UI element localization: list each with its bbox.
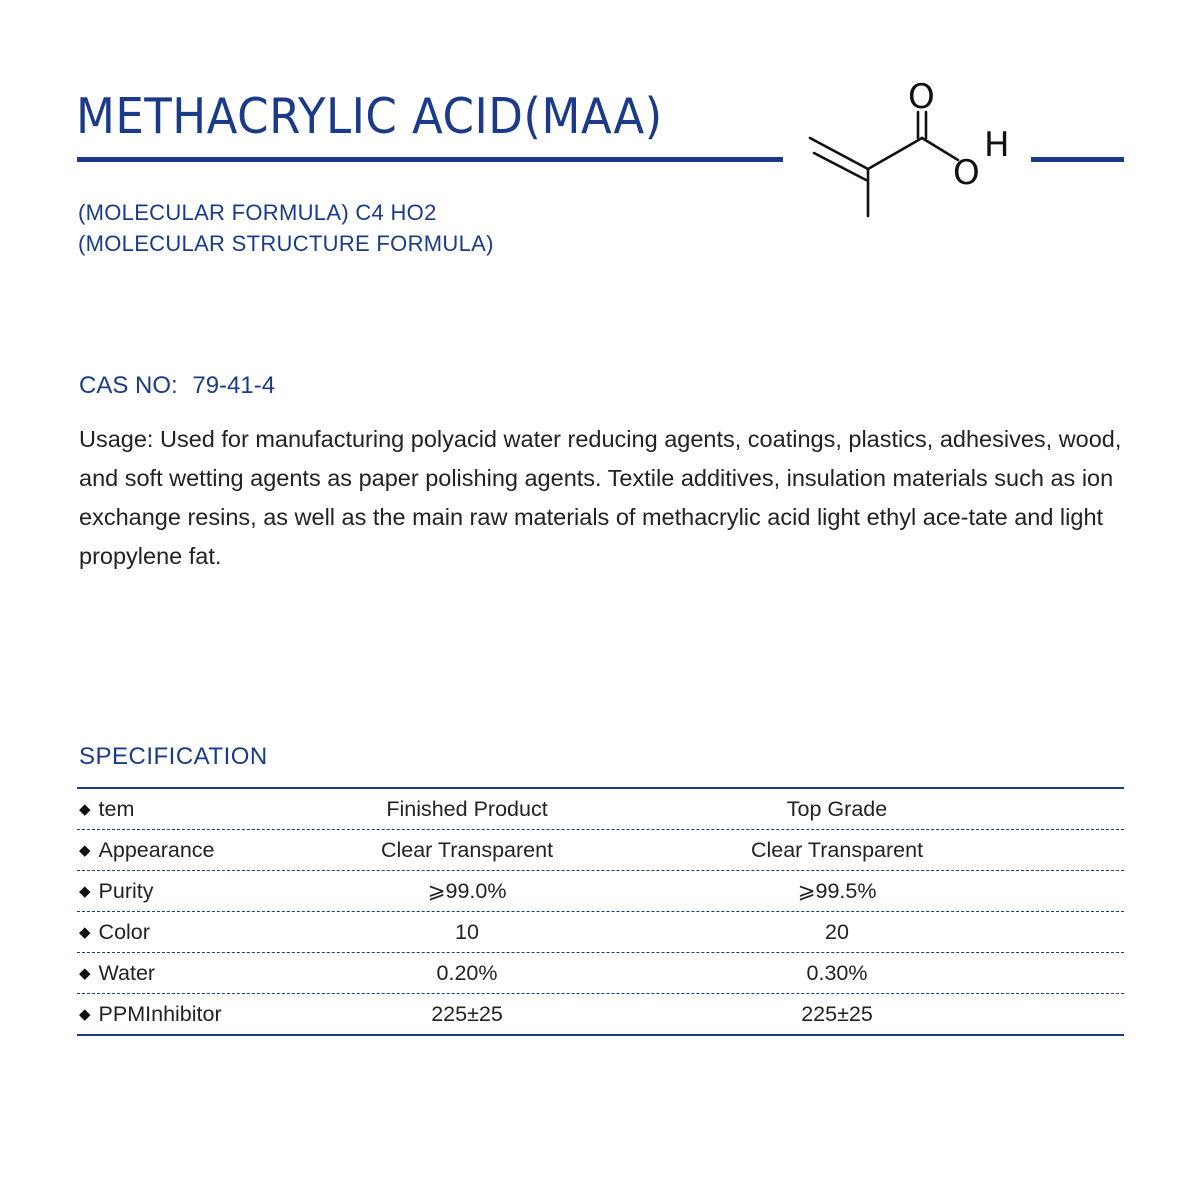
molecular-structure-diagram (800, 76, 1030, 226)
molecular-formula: (MOLECULAR FORMULA) C4 HO2 (78, 200, 437, 225)
row-item-label: Purity (98, 878, 154, 903)
bond-double-1 (810, 138, 868, 169)
row-item-label: tem (98, 796, 135, 821)
hydroxyl-hydrogen-label: H (984, 125, 1010, 165)
row-item-label: Water (98, 960, 156, 985)
row-item-label: PPMInhibitor (98, 1001, 222, 1026)
cas-value: 79-41-4 (192, 372, 276, 399)
diamond-bullet-icon: ◆ (79, 924, 91, 941)
top-grade-cell: 0.30% (806, 960, 868, 985)
table-row (77, 994, 1124, 1036)
diamond-bullet-icon: ◆ (79, 965, 91, 982)
molecular-structure-formula: (MOLECULAR STRUCTURE FORMULA) (78, 231, 494, 256)
specification-heading: SPECIFICATION (79, 743, 268, 770)
finished-product-cell: 0.20% (436, 960, 498, 985)
cas-label: CAS NO: (79, 372, 178, 399)
diamond-bullet-icon: ◆ (79, 1006, 91, 1023)
finished-product-cell: Clear Transparent (380, 837, 554, 862)
table-row (77, 912, 1124, 953)
finished-product-cell: Finished Product (386, 796, 548, 821)
bond-double-2 (814, 153, 866, 180)
page-title: METHACRYLIC ACID(MAA) (76, 88, 663, 145)
diamond-bullet-icon: ◆ (79, 883, 91, 900)
table-row (77, 871, 1124, 912)
usage-paragraph: Usage: Used for manufacturing polyacid water reducing agents, coatings, plastics, adhesives, wood, and soft wetting agents as paper polishing agents. Textile additives, insulation materials such as ion exchange resins, as well as the main raw materials of methacrylic acid light ethyl ace-tate and light propylene fat. (79, 426, 1122, 569)
top-grade-cell: 225±25 (801, 1001, 873, 1026)
finished-product-cell: 10 (455, 919, 479, 944)
finished-product-cell: 225±25 (431, 1001, 503, 1026)
specification-table (77, 787, 1124, 1036)
hydroxyl-oxygen-label: O (953, 153, 980, 193)
diamond-bullet-icon: ◆ (79, 842, 91, 859)
carbonyl-oxygen-label: O (908, 77, 935, 117)
finished-product-cell: ⩾99.0% (427, 878, 507, 903)
row-item-label: Color (98, 919, 150, 944)
table-row (77, 830, 1124, 871)
bond-c-c (868, 138, 922, 169)
table-row (77, 953, 1124, 994)
diamond-bullet-icon: ◆ (79, 801, 91, 818)
top-grade-cell: 20 (825, 919, 849, 944)
top-grade-cell: Top Grade (786, 796, 888, 821)
top-grade-cell: ⩾99.5% (797, 878, 877, 903)
title-underline-right (1031, 157, 1124, 162)
table-row (77, 789, 1124, 830)
top-grade-cell: Clear Transparent (750, 837, 924, 862)
cas-number (79, 372, 275, 400)
title-underline-left (77, 157, 783, 162)
row-item-label: Appearance (98, 837, 215, 862)
